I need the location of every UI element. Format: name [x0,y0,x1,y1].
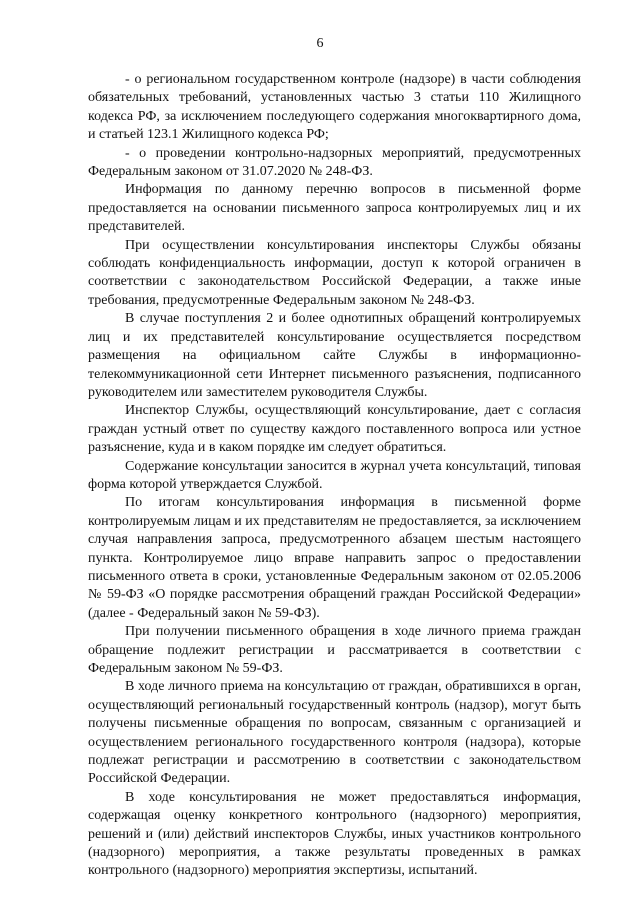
paragraph-written-response: По итогам консультирования информация в письменной форме контролируемым лицам и их представителям не предоставляется, за исключением случая направления запроса, предусмотренного абзацем шестым настоящего пункта. Контролируемое лицо вправе направить запрос о предоставлении письменного ответа в сроки, установленные Федеральным законом от 02.05.2006 № 59-ФЗ «О порядке рассмотрения обращений граждан Российской Федерации» (далее - Федеральный закон № 59-ФЗ). [88,495,581,621]
paragraph-control-measures: - о проведении контрольно-надзорных мероприятий, предусмотренных Федеральным законом от 31.07.2020 № 248-ФЗ. [88,145,581,180]
page-number: 6 [316,36,324,51]
paragraph-similar-requests: В случае поступления 2 и более однотипных обращений контролируемых лиц и их представителей консультирование осуществляется посредством размещения на официальном сайте Службы в информационно-телекоммуникационной сети Интернет письменного разъяснения, подписанного руководителем или заместителем руководителя Службы. [88,311,581,400]
paragraph-written-appeal: При получении письменного обращения в ходе личного приема граждан обращение подлежит регистрации и рассматривается в соответствии с Федеральным законом № 59-ФЗ. [88,624,581,676]
paragraph-restricted-information: В ходе консультирования не может предоставляться информация, содержащая оценку конкретного контрольного (надзорного) мероприятия, решений и (или) действий инспекторов Службы, иных участников контрольного (надзорного) мероприятия, а также результаты проведенных в рамках контрольного (надзорного) мероприятия экспертизы, испытаний. [88,789,581,879]
paragraph-written-information: Информация по данному перечню вопросов в письменной форме предоставляется на основании письменного запроса контролируемых лиц и их представителей. [88,182,581,235]
paragraph-confidentiality: При осуществлении консультирования инспекторы Службы обязаны соблюдать конфиденциальность информации, доступ к которой ограничен в соответствии с законодательством Российской Федерации, а также иные требования, предусмотренные Федеральным законом № 248-ФЗ. [88,237,581,308]
paragraph-personal-reception: В ходе личного приема на консультацию от граждан, обратившихся в орган, осуществляющий региональный государственный контроль (надзор), могут быть получены письменные обращения по вопросам, связанным с организацией и осуществлением регионального государственного контроля (надзора), которые подлежат регистрации и рассмотрению в соответствии с законодательством Российской Федерации. [88,679,581,787]
paragraph-regional-control: - о региональном государственном контроле (надзоре) в части соблюдения обязательных требований, установленных частью 3 статьи 110 Жилищного кодекса РФ, за исключением последующего содержания многоквартирного дома, и статьей 123.1 Жилищного кодекса РФ; [88,72,581,143]
paragraph-consultation-log: Содержание консультации заносится в журнал учета консультаций, типовая форма которой утверждается Службой. [88,458,581,492]
document-body [88,71,581,881]
paragraph-oral-answer: Инспектор Службы, осуществляющий консультирование, дает с согласия граждан устный ответ по существу каждого поставленного вопроса или устное разъяснение, куда и в каком порядке им следует обратиться. [88,403,581,456]
